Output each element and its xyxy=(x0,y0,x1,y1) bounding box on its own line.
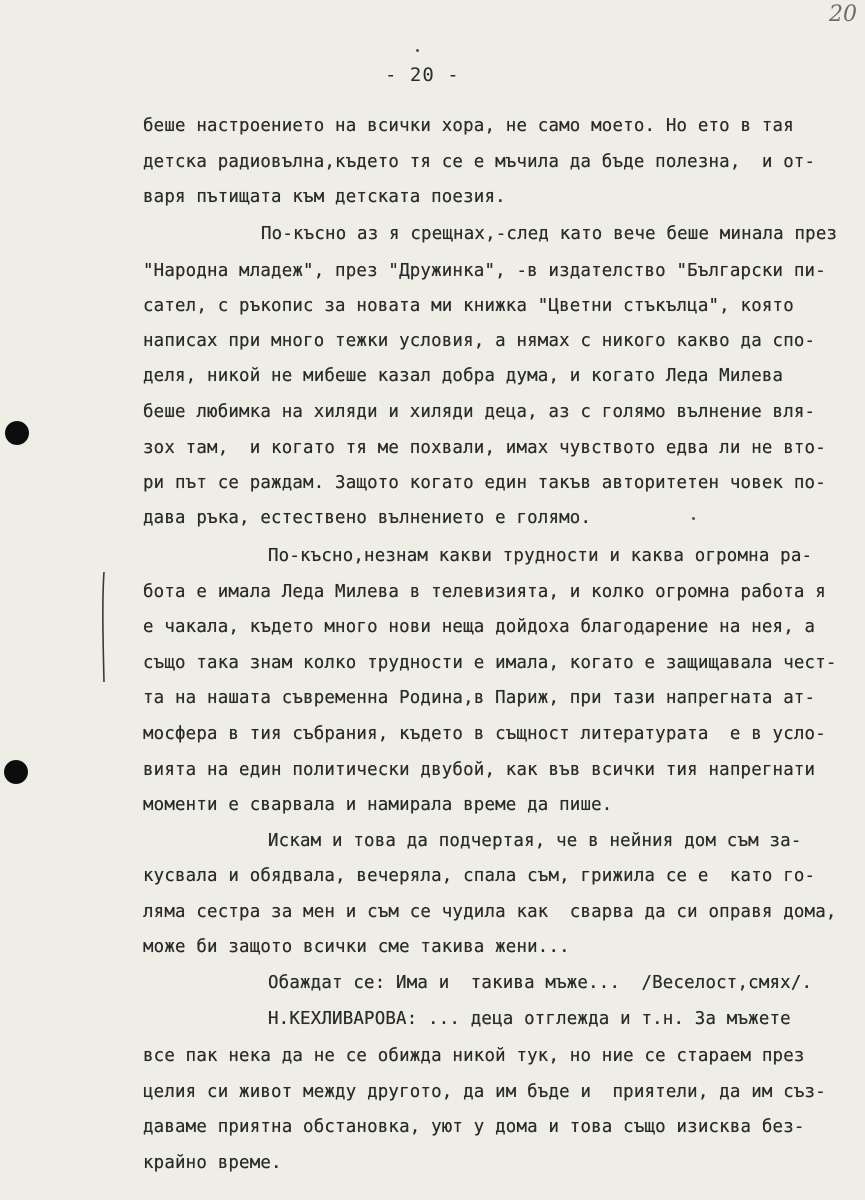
text-line: "Народна младеж", през "Дружинка", -в издателство "Български пи- xyxy=(143,261,826,281)
text-line: написах при много тежки условия, а нямах с никого какво да спо- xyxy=(143,331,816,351)
text-line: целия си живот между другото, да им бъде и приятели, да им съз- xyxy=(143,1082,826,1102)
text-line: беше настроението на всички хора, не само моето. Но ето в тая xyxy=(143,116,794,136)
text-line: Искам и това да подчертая, че в нейния дом съм за- xyxy=(268,831,802,851)
text-line: Обаждат се: Има и такива мъже... /Веселост,смях/. xyxy=(268,973,813,993)
text-line: даваме приятна обстановка, уют у дома и това също изисква без- xyxy=(143,1117,805,1137)
text-line: детска радиовълна,където тя се е мъчила да бъде полезна, и от- xyxy=(143,152,816,172)
text-line: е чакала, където много нови неща дойдоха благодарение на нея, а xyxy=(143,617,816,637)
text-line: По-късно аз я срещнах,-след като вече беше минала през xyxy=(261,224,838,244)
text-line: също така знам колко трудности е имала, когато е защищавала чест- xyxy=(143,653,837,673)
text-line: все пак нека да не се обижда никой тук, но ние се стараем през xyxy=(143,1046,805,1066)
text-line: та на нашата съвременна Родина,в Париж, при тази напрегната ат- xyxy=(143,688,816,708)
text-line: може би защото всички сме такива жени... xyxy=(143,937,570,957)
margin-line-mark xyxy=(101,571,107,683)
paper-speck xyxy=(416,49,419,52)
handwritten-page-number: 20 xyxy=(829,2,857,27)
paper-speck xyxy=(692,517,695,520)
text-line: вията на един политически двубой, как във всички тия напрегнати xyxy=(143,760,816,780)
text-line: моменти е сварвала и намирала време да пише. xyxy=(143,795,613,815)
page-number: - 20 - xyxy=(385,64,460,86)
punch-hole xyxy=(5,421,29,445)
text-line: Н.КЕХЛИВАРОВА: ... деца отглежда и т.н. За мъжете xyxy=(268,1009,791,1029)
text-line: бота е имала Леда Милева в телевизията, и колко огромна работа я xyxy=(143,582,826,602)
text-line: ри път се раждам. Защото когато един такъв авторитетен човек по- xyxy=(143,473,826,493)
text-line: ляма сестра за мен и съм се чудила как сварва да си оправя дома, xyxy=(143,902,837,922)
text-line: дава ръка, естествено вълнението е голямо. xyxy=(143,508,592,528)
text-line: кусвала и обядвала, вечеряла, спала съм, грижила се е като го- xyxy=(143,866,816,886)
text-line: По-късно,незнам какви трудности и каква огромна ра- xyxy=(268,546,813,566)
text-line: крайно време. xyxy=(143,1153,282,1173)
text-line: мосфера в тия събрания, където в същност литературата е в усло- xyxy=(143,724,826,744)
punch-hole xyxy=(4,760,28,784)
text-line: деля, никой не мибеше казал добра дума, и когато Леда Милева xyxy=(143,366,784,386)
text-line: варя пътищата към детската поезия. xyxy=(143,187,506,207)
text-line: беше любимка на хиляди и хиляди деца, аз с голямо вълнение вля- xyxy=(143,402,816,422)
text-line: зох там, и когато тя ме похвали, имах чувството едва ли не вто- xyxy=(143,438,826,458)
text-line: сател, с ръкопис за новата ми книжка "Цветни стъкълца", която xyxy=(143,296,794,316)
